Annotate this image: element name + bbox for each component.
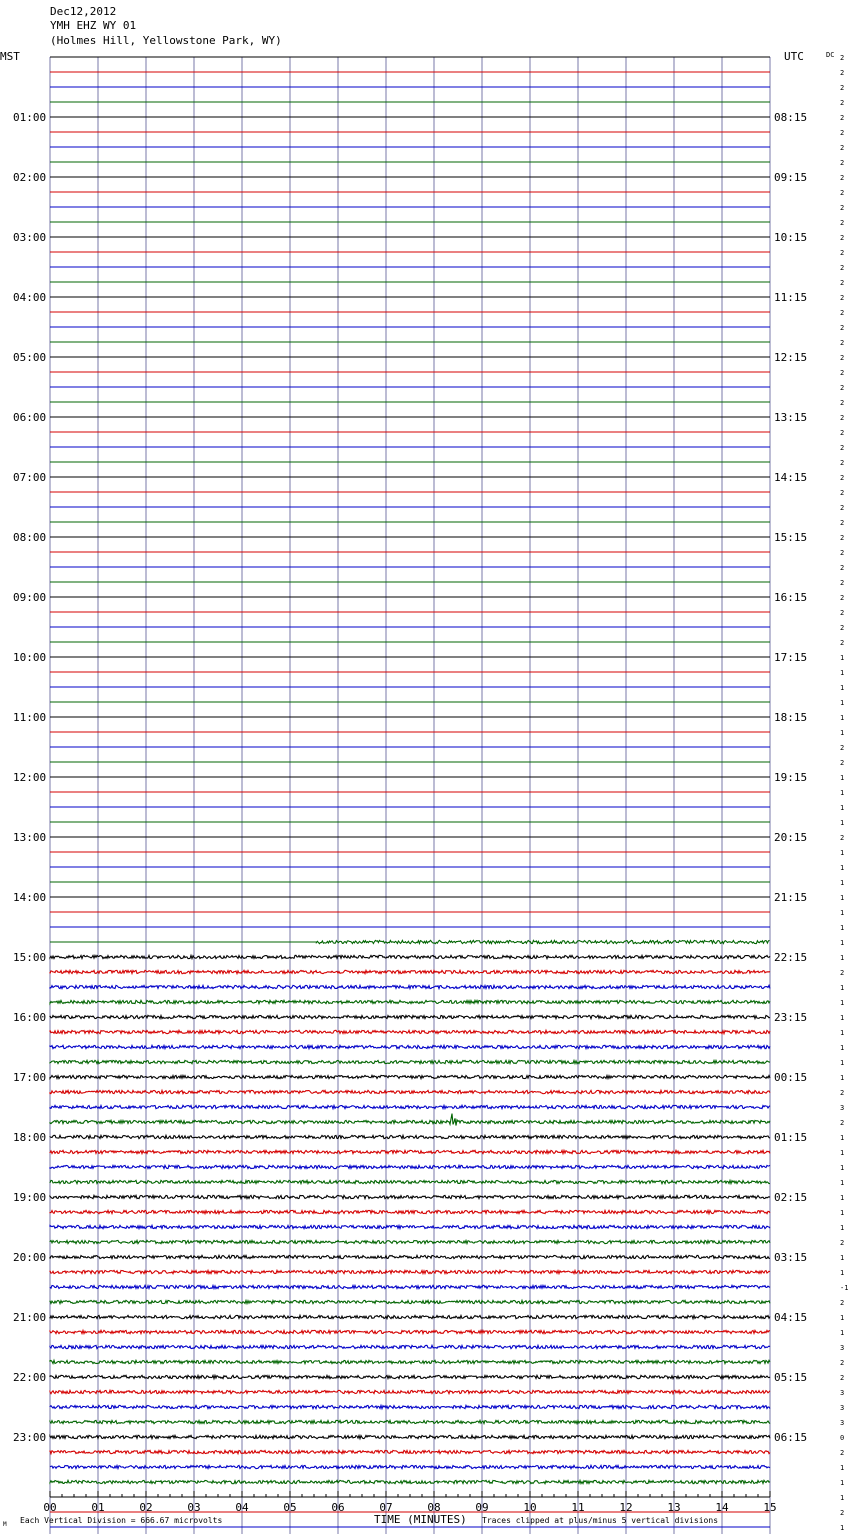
left-hour-label: 15:00: [13, 951, 47, 964]
dc-offset-value: 1: [840, 1464, 845, 1472]
right-hour-label: 06:15: [774, 1431, 808, 1444]
dc-offset-value: 2: [840, 414, 845, 422]
dc-offset-value: 1: [840, 954, 845, 962]
left-hour-label: 07:00: [13, 471, 47, 484]
header-location: (Holmes Hill, Yellowstone Park, WY): [50, 34, 282, 47]
dc-offset-value: 1: [840, 1149, 845, 1157]
left-hour-label: 19:00: [13, 1191, 47, 1204]
left-hour-label: 06:00: [13, 411, 47, 424]
x-tick-label: 03: [187, 1501, 201, 1514]
footer-mark: M: [3, 1521, 7, 1528]
trace-row-signal: [50, 1315, 770, 1318]
right-hour-label: 13:15: [774, 411, 808, 424]
dc-offset-value: 1: [840, 699, 845, 707]
x-axis-title: TIME (MINUTES): [374, 1513, 467, 1526]
left-hour-label: 09:00: [13, 591, 47, 604]
dc-offset-value: 1: [840, 819, 845, 827]
trace-row-signal: [50, 1075, 770, 1078]
dc-offset-value: 2: [840, 1359, 845, 1367]
dc-offset-value: 2: [840, 759, 845, 767]
dc-offset-value: 2: [840, 354, 845, 362]
trace-row-signal: [50, 1435, 770, 1438]
dc-offset-value: 1: [840, 894, 845, 902]
dc-offset-value: 2: [840, 99, 845, 107]
right-hour-label: 15:15: [774, 531, 808, 544]
dc-offset-value: 3: [840, 1389, 845, 1397]
right-hour-label: 02:15: [774, 1191, 808, 1204]
right-hour-label: 09:15: [774, 171, 808, 184]
dc-offset-value: 2: [840, 174, 845, 182]
left-hour-label: 05:00: [13, 351, 47, 364]
dc-offset-value: 2: [840, 834, 845, 842]
dc-offset-header: DC: [826, 51, 835, 59]
dc-offset-value: 2: [840, 609, 845, 617]
dc-offset-value: 1: [840, 864, 845, 872]
dc-offset-value: 2: [840, 129, 845, 137]
dc-offset-value: 3: [840, 1419, 845, 1427]
dc-offset-value: 1: [840, 714, 845, 722]
dc-offset-value: 1: [840, 774, 845, 782]
dc-offset-value: 2: [840, 369, 845, 377]
dc-offset-value: 2: [840, 744, 845, 752]
left-hour-label: 14:00: [13, 891, 47, 904]
x-tick-label: 04: [235, 1501, 249, 1514]
dc-offset-value: 1: [840, 729, 845, 737]
trace-row-signal: [50, 1015, 770, 1018]
left-hour-label: 20:00: [13, 1251, 47, 1264]
dc-offset-value: 2: [840, 189, 845, 197]
trace-row-signal: [50, 1210, 770, 1213]
dc-offset-value: 1: [840, 1164, 845, 1172]
trace-row-signal: [50, 1255, 770, 1258]
left-hour-label: 03:00: [13, 231, 47, 244]
right-timezone-label: UTC: [784, 50, 804, 63]
trace-row-signal: [50, 1105, 770, 1108]
left-hour-label: 22:00: [13, 1371, 47, 1384]
left-hour-label: 21:00: [13, 1311, 47, 1324]
trace-row-signal: [50, 1240, 770, 1243]
dc-offset-value: 2: [840, 294, 845, 302]
right-hour-label: 21:15: [774, 891, 808, 904]
left-hour-label: 02:00: [13, 171, 47, 184]
left-hour-label: 01:00: [13, 111, 47, 124]
dc-offset-value: 2: [840, 144, 845, 152]
x-tick-label: 12: [619, 1501, 633, 1514]
dc-offset-value: 1: [840, 924, 845, 932]
trace-row-signal: [50, 955, 770, 958]
dc-offset-value: 1: [840, 669, 845, 677]
trace-layer: [50, 57, 770, 1534]
dc-offset-value: 2: [840, 1089, 845, 1097]
dc-offset-value: 1: [840, 1329, 845, 1337]
dc-offset-value: 1: [840, 1134, 845, 1142]
dc-offset-value: 2: [840, 504, 845, 512]
dc-offset-value: 2: [840, 1449, 845, 1457]
left-timezone-label: MST: [0, 50, 20, 63]
dc-offset-value: 2: [840, 1299, 845, 1307]
dc-offset-value: 2: [840, 309, 845, 317]
trace-row-signal: [50, 1180, 770, 1183]
right-hour-label: 14:15: [774, 471, 808, 484]
dc-offset-value: 2: [840, 69, 845, 77]
dc-offset-value: 2: [840, 219, 845, 227]
dc-offset-value: 2: [840, 534, 845, 542]
dc-offset-value: 2: [840, 1119, 845, 1127]
dc-offset-value: 1: [840, 909, 845, 917]
dc-offset-value: 2: [840, 639, 845, 647]
trace-row-signal: [316, 940, 769, 943]
header-date: Dec12,2012: [50, 5, 117, 18]
dc-offset-value: 2: [840, 594, 845, 602]
right-hour-label: 23:15: [774, 1011, 808, 1024]
trace-row-signal: [50, 1465, 770, 1468]
dc-offset-value: 1: [840, 684, 845, 692]
dc-offset-value: 1: [840, 1314, 845, 1322]
dc-offset-value: 1: [840, 1044, 845, 1052]
right-hour-label: 03:15: [774, 1251, 808, 1264]
right-hour-label: 18:15: [774, 711, 808, 724]
trace-row-signal: [50, 1135, 770, 1138]
trace-row-signal: [50, 1300, 770, 1303]
dc-offset-value: 1: [840, 654, 845, 662]
right-hour-label: 11:15: [774, 291, 808, 304]
left-hour-label: 16:00: [13, 1011, 47, 1024]
left-hour-label: 04:00: [13, 291, 47, 304]
trace-row-signal: [50, 1405, 770, 1408]
trace-row-signal: [50, 1060, 770, 1063]
trace-row-signal: [50, 1030, 770, 1033]
header-station: YMH EHZ WY 01: [50, 19, 137, 32]
dc-offset-value: 2: [840, 1374, 845, 1382]
right-hour-label: 19:15: [774, 771, 808, 784]
dc-offset-value: 1: [840, 1059, 845, 1067]
dc-offset-value: 2: [840, 564, 845, 572]
trace-row-signal: [50, 1420, 770, 1423]
dc-offset-value: 2: [840, 549, 845, 557]
right-hour-label: 16:15: [774, 591, 808, 604]
trace-row-signal: [50, 1270, 770, 1273]
right-hour-label: 04:15: [774, 1311, 808, 1324]
dc-offset-value: 1: [840, 1254, 845, 1262]
dc-offset-value: 1: [840, 804, 845, 812]
dc-offset-value: 2: [840, 384, 845, 392]
dc-offset-value: 2: [840, 489, 845, 497]
dc-offset-value: 2: [840, 114, 845, 122]
dc-offset-value: 1: [840, 1479, 845, 1487]
dc-offset-value: 1: [840, 999, 845, 1007]
dc-offset-value: 1: [840, 1269, 845, 1277]
dc-offset-value: 1: [840, 1074, 845, 1082]
dc-offset-value: 3: [840, 1404, 845, 1412]
dc-offset-value: 3: [840, 1344, 845, 1352]
dc-offset-value: 2: [840, 459, 845, 467]
trace-row-signal: [50, 1114, 770, 1126]
dc-offset-value: 2: [840, 579, 845, 587]
right-hour-label: 10:15: [774, 231, 808, 244]
x-tick-label: 07: [379, 1501, 393, 1514]
dc-offset-value: 1: [840, 789, 845, 797]
dc-offset-value: 2: [840, 264, 845, 272]
dc-offset-value: 2: [840, 429, 845, 437]
dc-offset-value: 1: [840, 1209, 845, 1217]
x-tick-label: 09: [475, 1501, 489, 1514]
dc-offset-value: 2: [840, 54, 845, 62]
x-tick-label: 00: [43, 1501, 57, 1514]
x-tick-label: 13: [667, 1501, 681, 1514]
left-hour-label: 08:00: [13, 531, 47, 544]
right-hour-label: 05:15: [774, 1371, 808, 1384]
left-hour-label: 17:00: [13, 1071, 47, 1084]
dc-offset-value: 1: [840, 849, 845, 857]
trace-row-signal: [50, 1330, 770, 1333]
x-tick-label: 06: [331, 1501, 345, 1514]
right-hour-label: 08:15: [774, 111, 808, 124]
dc-offset-value: 2: [840, 279, 845, 287]
x-tick-label: 15: [763, 1501, 777, 1514]
trace-row-signal: [50, 970, 770, 973]
right-hour-label: 01:15: [774, 1131, 808, 1144]
trace-row-signal: [50, 1195, 770, 1198]
trace-row-signal: [50, 1450, 770, 1453]
dc-offset-value: 2: [840, 1239, 845, 1247]
trace-row-signal: [50, 1390, 770, 1393]
trace-row-signal: [50, 1150, 770, 1153]
trace-row-signal: [50, 1285, 770, 1288]
dc-offset-value: 2: [840, 969, 845, 977]
x-tick-label: 02: [139, 1501, 153, 1514]
left-hour-label: 12:00: [13, 771, 47, 784]
x-tick-label: 10: [523, 1501, 537, 1514]
trace-row-signal: [50, 1090, 770, 1093]
dc-offset-value: 2: [840, 84, 845, 92]
dc-offset-value: 1: [840, 1194, 845, 1202]
left-hour-label: 11:00: [13, 711, 47, 724]
trace-row-signal: [50, 1345, 770, 1348]
dc-offset-value: 1: [840, 1524, 845, 1532]
dc-offset-value: 1: [840, 1494, 845, 1502]
dc-offset-value: 2: [840, 519, 845, 527]
dc-offset-value: 1: [840, 1029, 845, 1037]
dc-offset-value: 1: [840, 1014, 845, 1022]
dc-offset-value: 2: [840, 324, 845, 332]
left-hour-label: 18:00: [13, 1131, 47, 1144]
dc-offset-value: 2: [840, 234, 845, 242]
trace-row-signal: [50, 1045, 770, 1048]
trace-row-signal: [50, 985, 770, 988]
x-tick-label: 01: [91, 1501, 105, 1514]
right-hour-label: 12:15: [774, 351, 808, 364]
trace-row-signal: [50, 1225, 770, 1228]
dc-offset-value: 2: [840, 159, 845, 167]
dc-offset-value: 1: [840, 1179, 845, 1187]
left-hour-label: 23:00: [13, 1431, 47, 1444]
trace-row-signal: [50, 1165, 770, 1168]
dc-offset-value: 2: [840, 444, 845, 452]
right-hour-label: 00:15: [774, 1071, 808, 1084]
dc-offset-value: 2: [840, 624, 845, 632]
dc-offset-value: 1: [840, 1224, 845, 1232]
dc-offset-value: 2: [840, 339, 845, 347]
dc-offset-value: 3: [840, 1104, 845, 1112]
x-tick-label: 11: [571, 1501, 585, 1514]
x-tick-label: 14: [715, 1501, 729, 1514]
dc-offset-value: -1: [840, 1284, 849, 1292]
x-tick-label: 08: [427, 1501, 441, 1514]
x-tick-label: 05: [283, 1501, 297, 1514]
dc-offset-value: 2: [840, 474, 845, 482]
left-hour-label: 13:00: [13, 831, 47, 844]
dc-offset-value: 1: [840, 984, 845, 992]
footer-division-note: Each Vertical Division = 666.67 microvolts: [20, 1516, 223, 1525]
footer-clip-note: Traces clipped at plus/minus 5 vertical divisions: [482, 1516, 719, 1525]
trace-row-signal: [50, 1360, 770, 1363]
dc-offset-value: 2: [840, 399, 845, 407]
left-hour-label: 10:00: [13, 651, 47, 664]
trace-row-signal: [50, 1000, 770, 1003]
dc-offset-value: 1: [840, 939, 845, 947]
dc-offset-value: 1: [840, 879, 845, 887]
dc-offset-value: 2: [840, 1509, 845, 1517]
dc-offset-value: 0: [840, 1434, 845, 1442]
dc-offset-value: 2: [840, 204, 845, 212]
right-hour-label: 17:15: [774, 651, 808, 664]
right-hour-label: 20:15: [774, 831, 808, 844]
right-hour-label: 22:15: [774, 951, 808, 964]
trace-row-signal: [50, 1480, 770, 1483]
dc-offset-value: 2: [840, 249, 845, 257]
time-grid: [50, 57, 770, 1534]
trace-row-signal: [50, 1375, 770, 1378]
